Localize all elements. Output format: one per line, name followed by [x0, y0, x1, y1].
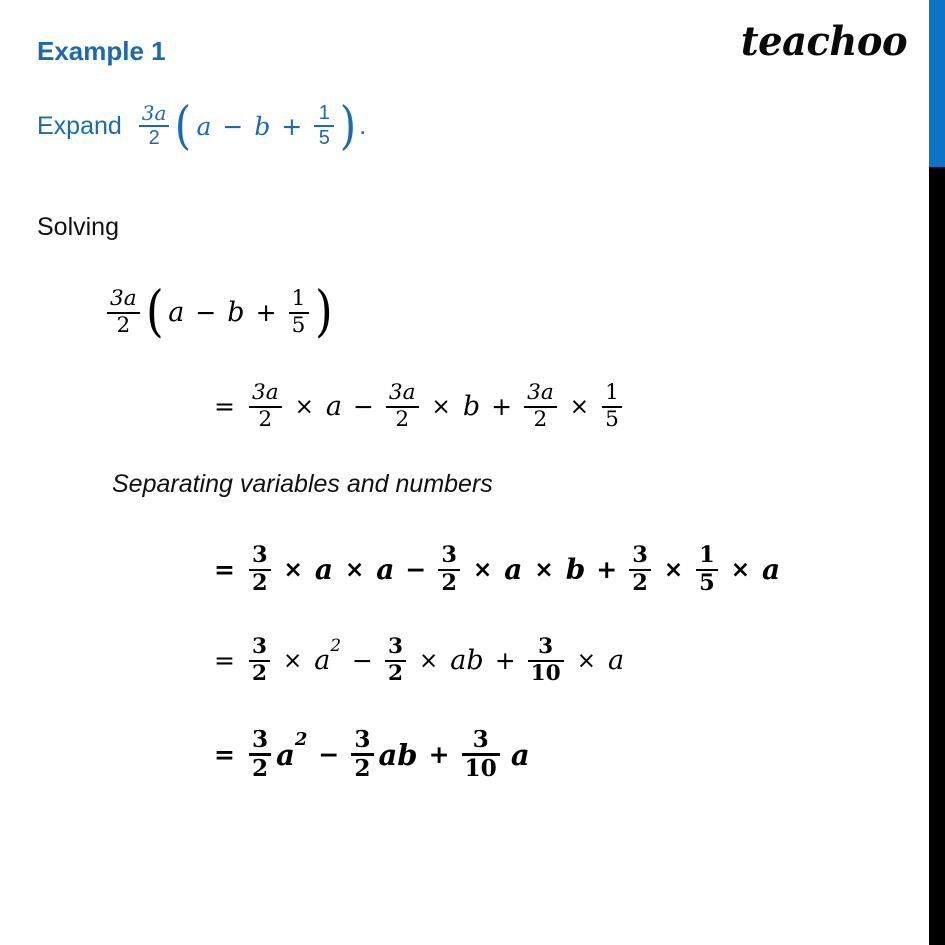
- fraction-denominator: 2: [441, 570, 457, 597]
- times-operator: ×: [569, 393, 589, 420]
- fraction-3-over-2: [438, 544, 460, 596]
- fraction-3-over-2: [385, 636, 406, 685]
- trailing-period: .: [359, 111, 367, 140]
- times-operator: ×: [419, 647, 439, 674]
- equals-sign: =: [214, 646, 235, 676]
- minus-operator: −: [405, 555, 427, 585]
- variable-b: b: [254, 111, 271, 141]
- fraction-denominator: 2: [148, 127, 160, 149]
- close-paren: ): [314, 279, 333, 344]
- question-fraction-1-over-5: [314, 103, 334, 149]
- times-operator: ×: [283, 556, 303, 583]
- variable-a-squared: [274, 729, 309, 772]
- teachoo-logo: teachoo: [740, 18, 907, 65]
- variable-a: a: [276, 737, 295, 772]
- fraction-denominator: 2: [251, 660, 267, 686]
- equation-line-3: [214, 636, 626, 685]
- minus-operator: −: [222, 111, 244, 141]
- exponent-2: 2: [330, 635, 342, 656]
- fraction-numerator: 3: [354, 726, 371, 753]
- fraction-numerator: 1: [605, 380, 619, 405]
- fraction-denominator: 10: [530, 660, 561, 686]
- open-paren: (: [175, 95, 192, 156]
- fraction-denominator: 5: [291, 312, 306, 338]
- times-operator: ×: [663, 556, 684, 583]
- equals-sign: =: [214, 740, 235, 770]
- fraction-1-over-5: [602, 382, 622, 431]
- fraction-denominator: 5: [318, 127, 330, 149]
- right-edge-blue-bar: [929, 0, 945, 167]
- fraction-3a-over-2: [386, 382, 419, 431]
- plus-operator: +: [491, 392, 513, 422]
- times-operator: ×: [472, 556, 493, 583]
- open-paren: (: [145, 279, 164, 344]
- fraction-numerator: 3a: [251, 380, 279, 405]
- minus-operator: −: [318, 740, 340, 770]
- fraction-3-over-10: [528, 636, 564, 685]
- times-operator: ×: [576, 647, 596, 674]
- question-statement: [37, 95, 367, 156]
- minus-operator: −: [195, 298, 217, 328]
- fraction-denominator: 2: [387, 660, 404, 686]
- fraction-denominator: 2: [395, 406, 410, 432]
- fraction-numerator: 3a: [527, 380, 554, 405]
- fraction-3-over-2: [249, 544, 271, 596]
- variable-a: a: [376, 553, 395, 587]
- fraction-numerator: 1: [699, 542, 715, 568]
- question-fraction-3a-over-2: [139, 103, 170, 149]
- fraction-3a-over-2: [524, 382, 557, 431]
- fraction-3a-over-2: [249, 382, 282, 431]
- solving-label: Solving: [37, 213, 119, 241]
- times-operator: ×: [534, 556, 554, 583]
- fraction-denominator: 5: [605, 406, 619, 432]
- minus-operator: −: [352, 392, 374, 422]
- variable-b: b: [565, 553, 586, 587]
- fraction-denominator: 2: [533, 406, 548, 432]
- variable-ab: ab: [450, 645, 484, 677]
- fraction-numerator: 1: [291, 286, 306, 311]
- fraction-numerator: 3: [441, 542, 457, 568]
- plus-operator: +: [596, 555, 618, 585]
- fraction-numerator: 3: [387, 634, 404, 659]
- variable-ab: ab: [378, 737, 418, 772]
- fraction-denominator: 5: [699, 570, 715, 597]
- fraction-numerator: 3: [251, 542, 268, 568]
- equals-sign: =: [214, 555, 235, 585]
- fraction-denominator: 10: [464, 754, 497, 782]
- fraction-denominator: 2: [251, 754, 269, 782]
- variable-b: b: [227, 297, 245, 329]
- fraction-numerator: 3: [632, 542, 648, 568]
- minus-operator: −: [352, 646, 373, 676]
- times-operator: ×: [431, 393, 451, 420]
- close-paren: ): [340, 95, 357, 156]
- exponent-2: 2: [294, 729, 308, 751]
- variable-a: a: [314, 645, 331, 677]
- fraction-denominator: 2: [632, 570, 648, 597]
- fraction-3-over-2: [351, 728, 373, 781]
- fraction-numerator: 3: [472, 726, 489, 753]
- fraction-numerator: 1: [318, 102, 330, 124]
- times-operator: ×: [730, 556, 750, 583]
- fraction-numerator: 3: [251, 634, 267, 659]
- fraction-numerator: 3: [538, 634, 554, 659]
- equation-line-0: [104, 279, 335, 344]
- fraction-denominator: 2: [354, 754, 371, 782]
- equation-line-4-answer: [214, 728, 532, 781]
- fraction-3-over-10: [462, 728, 500, 781]
- variable-a-squared: [312, 635, 343, 677]
- times-operator: ×: [282, 647, 303, 674]
- variable-a: a: [761, 553, 781, 587]
- fraction-numerator: 3: [251, 726, 269, 753]
- equals-sign: =: [214, 392, 235, 422]
- fraction-denominator: 2: [258, 406, 273, 432]
- fraction-denominator: 2: [251, 570, 268, 597]
- variable-a: a: [168, 297, 185, 329]
- right-edge-black-bar: [929, 167, 945, 945]
- equation-line-2: [214, 544, 782, 596]
- fraction-numerator: 3a: [388, 380, 416, 405]
- variable-a: a: [504, 553, 523, 587]
- plus-operator: +: [255, 298, 277, 328]
- fraction-numerator: 3a: [141, 101, 167, 125]
- fraction-3-over-2: [629, 544, 651, 596]
- variable-a: a: [607, 645, 625, 677]
- plus-operator: +: [494, 646, 516, 676]
- equation-line-1: [214, 382, 625, 431]
- fraction-1-over-5: [696, 544, 718, 596]
- variable-a: a: [196, 111, 212, 141]
- fraction-denominator: 2: [116, 312, 131, 338]
- question-verb: Expand: [37, 111, 122, 140]
- plus-operator: +: [281, 111, 303, 141]
- times-operator: ×: [344, 556, 365, 583]
- variable-a: a: [314, 553, 333, 587]
- fraction-3-over-2: [249, 728, 271, 781]
- fraction-3-over-2: [249, 636, 270, 685]
- variable-a: a: [325, 391, 342, 423]
- fraction-3a-over-2: [107, 288, 140, 337]
- variable-b: b: [462, 391, 481, 423]
- plus-operator: +: [428, 740, 450, 770]
- separating-note: Separating variables and numbers: [112, 470, 493, 498]
- page-title: Example 1: [37, 36, 166, 66]
- times-operator: ×: [294, 393, 314, 420]
- variable-a: a: [510, 737, 530, 772]
- fraction-numerator: 3a: [110, 286, 137, 311]
- fraction-1-over-5: [289, 288, 309, 337]
